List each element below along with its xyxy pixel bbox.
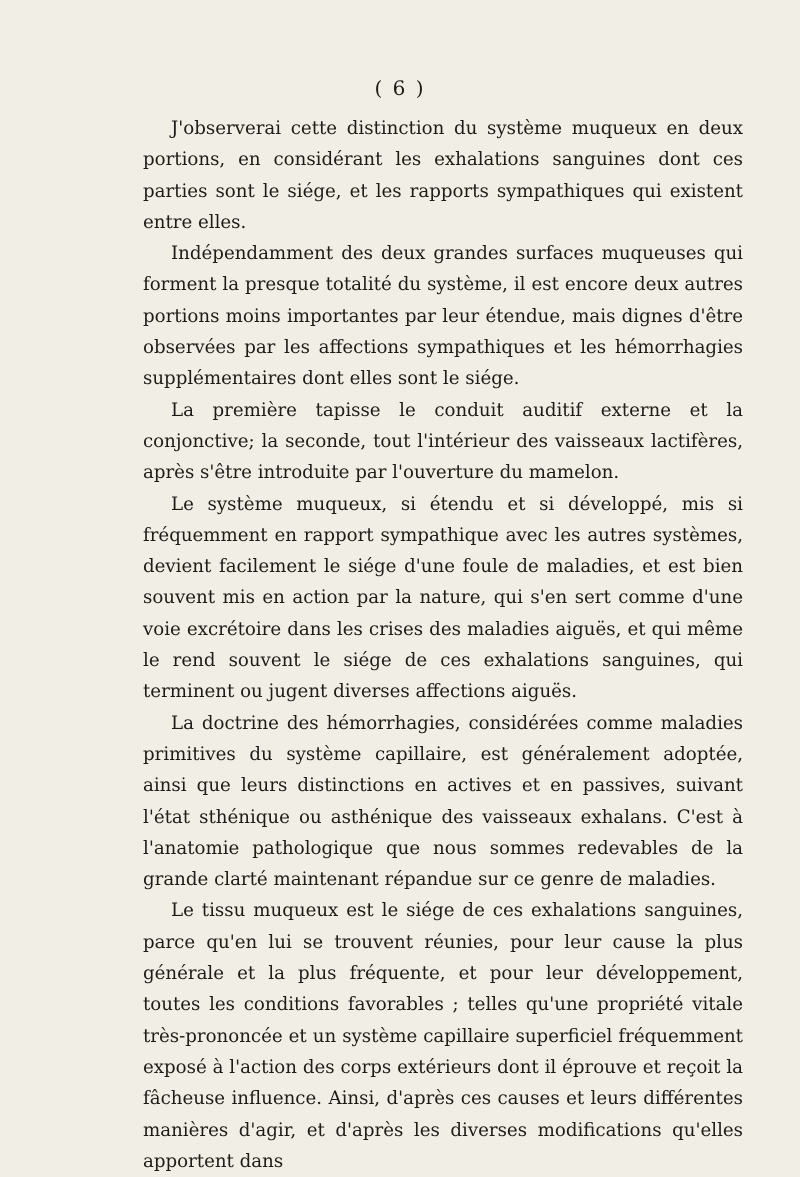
paragraph: J'observerai cette distinction du système muqueux en deux portions, en considérant les exhalations sanguines dont ces parties sont le siége, et les rapports sympathiques qui existent entre elles. — [143, 118, 743, 233]
page-number: ( 6 ) — [374, 76, 426, 100]
body-text — [143, 113, 743, 1177]
paragraph: Indépendamment des deux grandes surfaces muqueuses qui forment la presque totalité du système, il est encore deux autres portions moins importantes par leur étendue, mais dignes d'être observées par les affections sympathiques et les hémorrhagies supplémentaires dont elles sont le siége. — [143, 243, 743, 390]
paragraph: La doctrine des hémorrhagies, considérées comme maladies primitives du système capillaire, est généralement adoptée, ainsi que leurs distinctions en actives et en passives, suivant l'état sthénique ou asthénique des vaisseaux exhalans. C'est à l'anatomie pathologique que nous sommes redevables de la grande clarté maintenant répandue sur ce genre de maladies. — [143, 712, 743, 891]
paragraph: Le système muqueux, si étendu et si développé, mis si fréquemment en rapport sympathique avec les autres systèmes, devient facilement le siége d'une foule de maladies, et est bien souvent mis en action par la nature, qui s'en sert comme d'une voie excrétoire dans les crises des maladies aiguës, et qui même le rend souvent le siége de ces exhalations sanguines, qui terminent ou jugent diverses affections aiguës. — [143, 493, 743, 703]
paragraph: Le tissu muqueux est le siége de ces exhalations sanguines, parce qu'en lui se trouvent réunies, pour leur cause la plus générale et la plus fréquente, et pour leur développement, toutes les conditions favorables ; telles qu'une propriété vitale très-prononcée et un système capillaire superficiel fréquemment exposé à l'action des corps extérieurs dont il éprouve et reçoit la fâcheuse influence. Ainsi, d'après ces causes et leurs différentes manières d'agir, et d'après les diverses modifications qu'elles apportent dans — [143, 900, 743, 1172]
paragraph: La première tapisse le conduit auditif externe et la conjonctive; la seconde, tout l'intérieur des vaisseaux lactifères, après s'être introduite par l'ouverture du mamelon. — [143, 399, 743, 484]
